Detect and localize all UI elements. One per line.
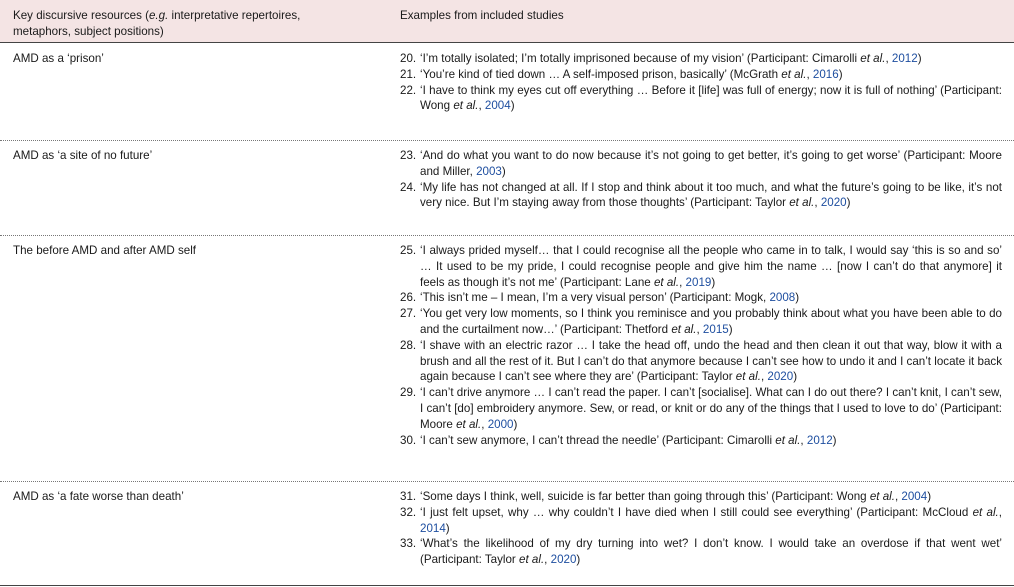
- examples-list: [400, 489, 1002, 568]
- example-number: 21.: [400, 67, 417, 81]
- examples-list: [400, 148, 1002, 211]
- column-header-italic: e.g.: [148, 9, 169, 22]
- example-item: 25. ‘I always prided myself… that I could recognise all the people who came in to talk, I would say ‘this is so and so’ … It used to be my pride, I could recognise people and give him the name … [now I can’t do that anymore] it feels as though it’s not me’ (Participant: Lane et al., 2019): [400, 244, 1002, 289]
- et-al-italic: et al.: [653, 275, 680, 289]
- row-divider: [0, 481, 1014, 482]
- example-number: 29.: [400, 386, 417, 400]
- citation-year-link[interactable]: 2004: [901, 490, 928, 503]
- citation-year-link[interactable]: 2000: [487, 417, 514, 431]
- example-number: 23.: [400, 149, 417, 162]
- et-al-italic: et al.: [775, 433, 801, 447]
- examples-list: [400, 243, 1002, 448]
- et-al-italic: et al.: [456, 417, 482, 431]
- column-header-examples: Examples from included studies: [400, 9, 564, 22]
- discursive-resource: AMD as a ‘prison’: [13, 52, 104, 65]
- example-number: 30.: [400, 433, 417, 447]
- example-item: 21. ‘You’re kind of tied down … A self-imposed prison, basically’ (McGrath et al., 2016): [400, 67, 843, 81]
- example-number: 27.: [400, 307, 417, 321]
- example-item: 30. ‘I can’t sew anymore, I can’t thread the needle’ (Participant: Cimarolli et al., 2012): [400, 433, 837, 447]
- example-number: 24.: [400, 180, 417, 194]
- table-row: [0, 140, 1014, 235]
- example-number: 26.: [400, 291, 417, 305]
- citation-year-link[interactable]: 2020: [550, 553, 577, 567]
- example-number: 31.: [400, 490, 417, 503]
- example-item: 26. ‘This isn’t me – I mean, I’m a very visual person’ (Participant: Mogk, 2008): [400, 291, 800, 305]
- et-al-italic: et al.: [789, 196, 815, 210]
- discursive-resource: AMD as ‘a fate worse than death’: [13, 490, 184, 503]
- example-item: 24. ‘My life has not changed at all. If I stop and think about it too much, and what the future’s going to be like, it’s not very nice. But I’m staying away from those thoughts’ (Participant: Taylor et al., 2020): [400, 180, 1002, 210]
- example-number: 33.: [400, 537, 417, 551]
- et-al-italic: et al.: [972, 505, 999, 519]
- table-row: [0, 481, 1014, 585]
- example-number: 22.: [400, 83, 417, 97]
- table-row: [0, 235, 1014, 481]
- example-number: 25.: [400, 244, 417, 257]
- example-item: 28. ‘I shave with an electric razor … I take the head off, undo the head and then clean it out that way, blow it with a brush and all the rest of it. But I can’t do that anymore because I can’t see how to undo it and I can’t locate it back again because I can’t see where they are’ (Participant: Taylor et al., 2020): [400, 338, 1002, 384]
- discursive-resource: The before AMD and after AMD self: [13, 244, 197, 257]
- example-item: 29. ‘I can’t drive anymore … I can’t read the paper. I can’t [socialise]. What can I do out there? I can’t knit, I can’t sew, I can’t [do] embroidery anymore. Sew, or read, or knit or do any of the things that I used to love to do’ (Participant: Moore et al., 2000): [400, 386, 1002, 431]
- citation-year-link[interactable]: 2020: [820, 196, 847, 210]
- et-al-italic: et al.: [453, 99, 479, 113]
- example-number: 28.: [400, 338, 417, 352]
- example-number: 32.: [400, 505, 417, 519]
- example-item: 22. ‘I have to think my eyes cut off everything … Before it [life] was full of energy; now it is full of nothing’ (Participant: Wong et al., 2004): [400, 83, 1002, 113]
- example-item: 20. ‘I’m totally isolated; I’m totally imprisoned because of my vision’ (Participant: Cimarolli et al., 2012): [400, 52, 922, 65]
- example-item: 33. ‘What’s the likelihood of my dry turning into wet? I don’t know. I would take an overdose if that went wet’ (Participant: Taylor et al., 2020): [400, 537, 1002, 567]
- column-header-resources: [13, 8, 313, 40]
- example-item: 31. ‘Some days I think, well, suicide is far better than going through this’ (Participant: Wong et al., 2004): [400, 490, 932, 503]
- table-row: [0, 43, 1014, 140]
- citation-year-link[interactable]: 2016: [812, 67, 839, 81]
- column-header-text: Key discursive resources (: [13, 9, 149, 22]
- citation-year-link[interactable]: 2004: [484, 99, 511, 113]
- citation-year-link[interactable]: 2012: [891, 52, 918, 65]
- examples-list: [400, 51, 1002, 114]
- et-al-italic: et al.: [781, 67, 807, 81]
- example-number: 20.: [400, 52, 417, 65]
- et-al-italic: et al.: [735, 370, 761, 384]
- example-item: 23. ‘And do what you want to do now because it’s not going to get better, it’s going to get worse’ (Participant: Moore and Miller, 2003): [400, 149, 1002, 178]
- row-divider: [0, 235, 1014, 236]
- example-item: 27. ‘You get very low moments, so I think you reminisce and you probably think about what you have been able to do and the curtailment now…’ (Participant: Thetford et al., 2015): [400, 307, 1002, 336]
- citation-year-link[interactable]: 2008: [769, 291, 796, 305]
- column-header-text: interpretative repertoires, metaphors, subject positions): [13, 9, 301, 38]
- et-al-italic: et al.: [671, 322, 697, 336]
- citation-year-link[interactable]: 2014: [420, 521, 446, 535]
- citation-year-link[interactable]: 2015: [702, 322, 729, 336]
- et-al-italic: et al.: [860, 52, 886, 65]
- citation-year-link[interactable]: 2019: [685, 275, 712, 289]
- table-header: [0, 0, 1014, 42]
- et-al-italic: et al.: [519, 553, 545, 567]
- example-item: 32. ‘I just felt upset, why … why couldn’t I have died when I still could see everything’ (Participant: McCloud et al., 2014): [400, 505, 1002, 535]
- et-al-italic: et al.: [869, 490, 895, 503]
- table-bottom-rule: [0, 585, 1014, 586]
- row-divider: [0, 140, 1014, 141]
- citation-year-link[interactable]: 2012: [806, 433, 833, 447]
- discursive-resource: AMD as ‘a site of no future’: [13, 149, 153, 162]
- citation-year-link[interactable]: 2020: [767, 370, 794, 384]
- citation-year-link[interactable]: 2003: [476, 164, 502, 178]
